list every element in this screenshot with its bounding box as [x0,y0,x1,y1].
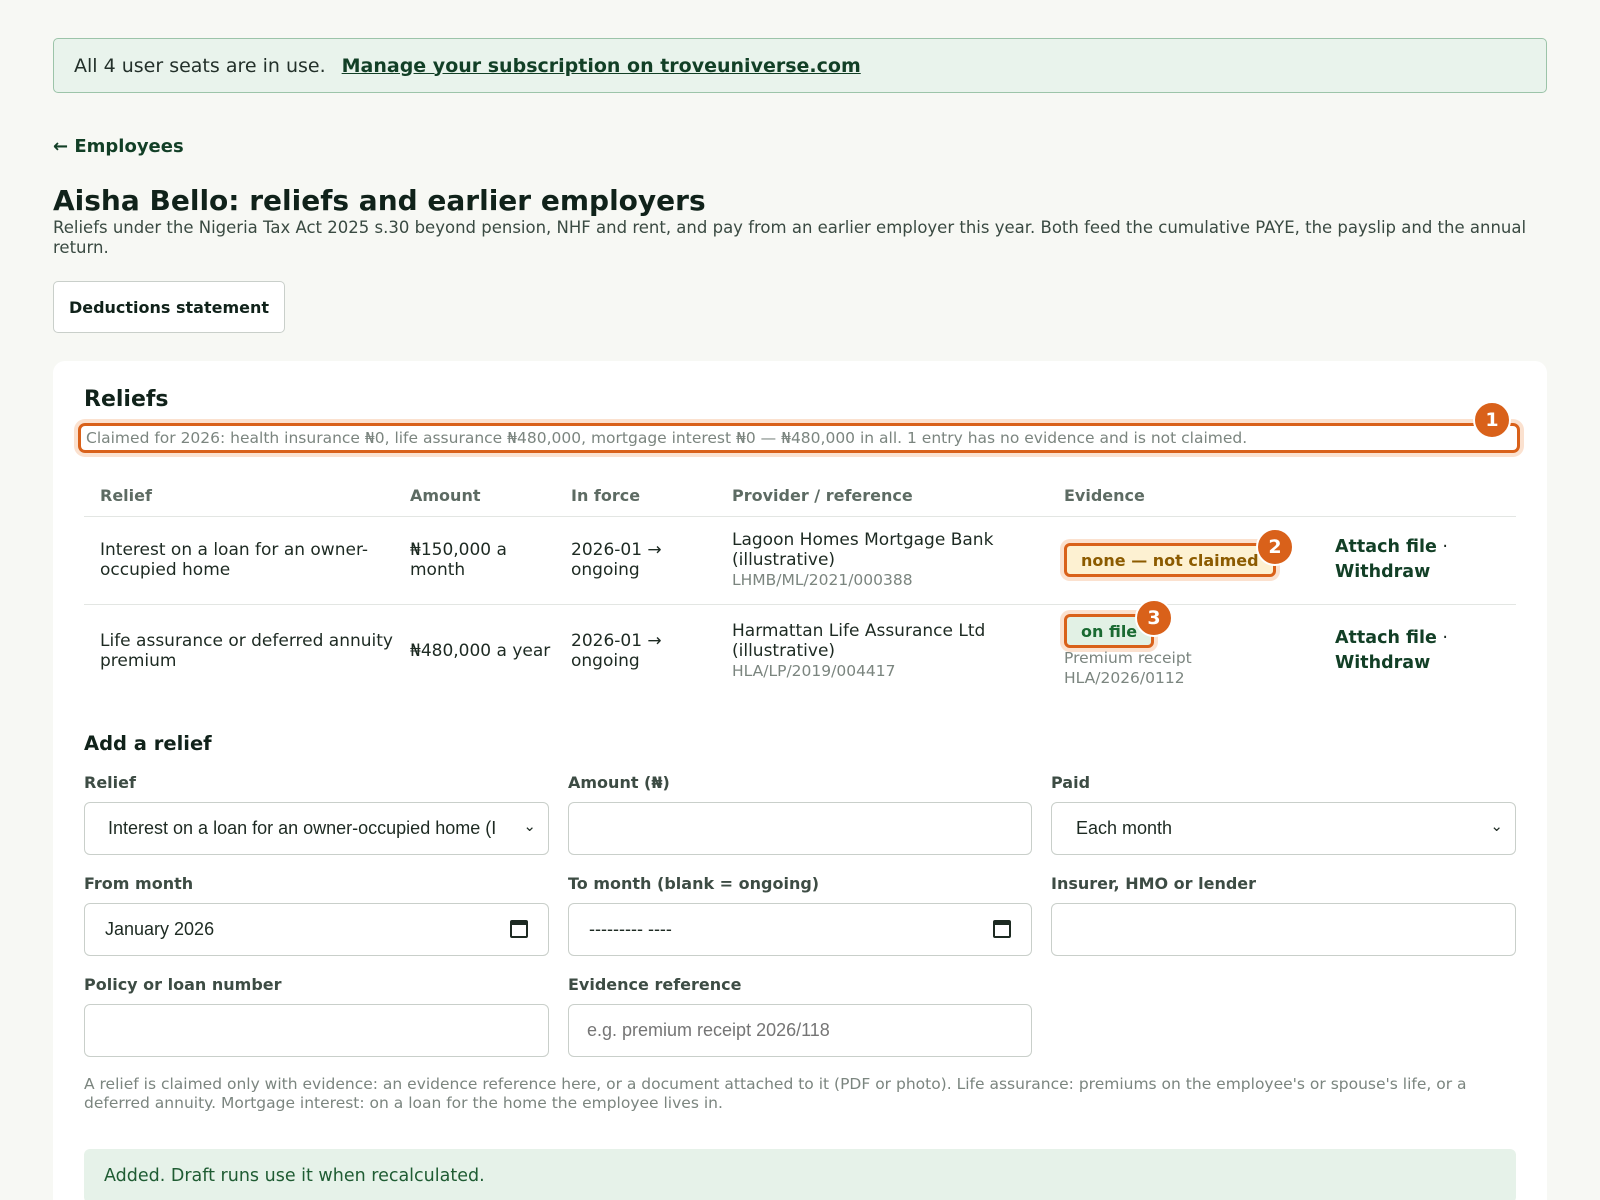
relief-cell: Life assurance or deferred annuity premium [100,631,393,672]
from-month-value: January 2026 [105,919,215,939]
page-intro: Reliefs under the Nigeria Tax Act 2025 s.30 beyond pension, NHF and rent, and pay from an earlier employer this year. Both feed the cumulative PAYE, the payslip and the annual return. [53,218,1527,257]
relief-cell: Interest on a loan for an owner-occupied home [84,516,394,604]
chevron-down-icon: ⌄ [1490,818,1503,835]
annotation-marker-1: 1 [1473,401,1511,439]
in-force-cell: 2026-01 → ongoing [571,631,662,672]
row-actions [1319,516,1516,604]
evidence-status-badge: on file [1064,614,1154,648]
action-separator: · [1436,537,1448,557]
provider-cell [716,516,1048,604]
column-header-relief: Relief [84,476,394,516]
success-notice: Added. Draft runs use it when recalculated. [84,1149,1516,1200]
action-separator: · [1436,628,1448,649]
paid-select[interactable] [1051,802,1516,855]
paid-select-value: Each month [1076,818,1173,838]
evidence-reference-input[interactable]: e.g. premium receipt 2026/118 [568,1004,1032,1057]
reliefs-card [53,361,1547,1200]
back-to-employees-link[interactable]: ← Employees [53,136,184,157]
page-title: Aisha Bello: reliefs and earlier employers [53,184,706,217]
reliefs-table [84,476,1516,698]
withdraw-link[interactable]: Withdraw [1335,653,1431,674]
table-row [84,516,1516,604]
paid-label: Paid [1051,773,1091,792]
table-header-row [84,476,1516,516]
policy-number-label: Policy or loan number [84,975,282,994]
insurer-label: Insurer, HMO or lender [1051,874,1257,893]
column-header-actions [1319,476,1516,516]
evidence-reference-label: Evidence reference [568,975,742,994]
to-month-input[interactable] [568,903,1032,956]
amount-input[interactable] [568,802,1032,855]
provider-name: Harmattan Life Assurance Ltd (illustrative) [732,621,986,662]
insurer-input[interactable] [1051,903,1516,956]
column-header-in-force: In force [555,476,716,516]
seats-message: All 4 user seats are in use. [74,54,326,77]
evidence-detail: Premium receipt HLA/2026/0112 [1064,649,1192,688]
policy-number-input[interactable] [84,1004,549,1057]
relief-select-label: Relief [84,773,136,792]
to-month-value: --------- ---- [589,919,672,939]
manage-subscription-link[interactable]: Manage your subscription on troveuniverse.com [341,54,861,77]
from-month-input[interactable] [84,903,549,956]
calendar-icon[interactable] [993,920,1011,938]
reliefs-summary: Claimed for 2026: health insurance ₦0, life assurance ₦480,000, mortgage interest ₦0 — ₦480,000 in all. 1 entry has no evidence and is not claimed. [78,423,1520,453]
reliefs-heading: Reliefs [84,387,169,412]
column-header-amount: Amount [394,476,555,516]
to-month-label: To month (blank = ongoing) [568,874,820,893]
amount-label: Amount (₦) [568,773,670,792]
from-month-label: From month [84,874,194,893]
provider-reference: LHMB/ML/2021/000388 [732,571,913,589]
row-actions [1319,604,1516,698]
amount-cell: ₦480,000 a year [410,641,551,662]
column-header-provider: Provider / reference [716,476,1048,516]
provider-reference: HLA/LP/2019/004417 [732,662,896,681]
annotation-marker-2: 2 [1256,528,1294,566]
column-header-evidence: Evidence [1048,476,1319,516]
attach-file-link[interactable]: Attach file [1335,537,1437,557]
evidence-help-text: A relief is claimed only with evidence: an evidence reference here, or a document attached to it (PDF or photo). Life assurance: premiums on the employee's or spouse's life, or a deferred annuity. Mortgage interest: on a loan for the home the employee lives in. [84,1075,1467,1112]
relief-select[interactable] [84,802,549,855]
provider-name: Lagoon Homes Mortgage Bank (illustrative) [732,530,994,570]
deductions-statement-button[interactable]: Deductions statement [53,281,285,333]
withdraw-link[interactable]: Withdraw [1335,562,1431,582]
annotation-marker-3: 3 [1135,599,1173,637]
evidence-cell [1048,604,1319,698]
table-row [84,604,1516,698]
subscription-banner [53,38,1547,93]
amount-cell: ₦150,000 a month [394,516,555,604]
in-force-cell: 2026-01 → ongoing [555,516,716,604]
provider-cell [716,604,1048,698]
calendar-icon[interactable] [510,920,528,938]
relief-select-value: Interest on a loan for an owner-occupied home (I [108,818,497,838]
attach-file-link[interactable]: Attach file [1335,628,1437,649]
evidence-status-badge: none — not claimed [1064,543,1276,577]
chevron-down-icon: ⌄ [523,818,536,835]
add-relief-heading: Add a relief [84,732,212,755]
